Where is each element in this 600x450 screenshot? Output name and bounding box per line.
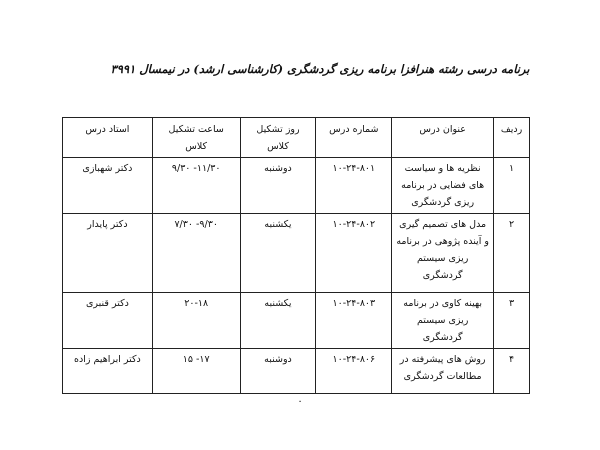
header-row-number: ردیف	[494, 118, 530, 158]
class-day: دوشنبه	[240, 349, 316, 394]
course-schedule-table	[62, 117, 530, 394]
class-time: ۱۱/۳۰- ۹/۳۰	[152, 158, 240, 214]
page-number: ۰	[297, 396, 303, 407]
class-day: یکشنبه	[240, 293, 316, 349]
instructor: دکتر ابراهیم زاده	[63, 349, 153, 394]
table-row	[63, 158, 530, 214]
table-row	[63, 214, 530, 293]
class-day: دوشنبه	[240, 158, 316, 214]
table-row	[63, 349, 530, 394]
course-title: بهینه کاوی در برنامه ریزی سیستم گردشگری	[392, 293, 494, 349]
header-course-title: عنوان درس	[392, 118, 494, 158]
header-class-day: روز تشکیل کلاس	[240, 118, 316, 158]
instructor: دکتر قنبری	[63, 293, 153, 349]
header-instructor: استاد درس	[63, 118, 153, 158]
course-number: ۱۰-۲۴-۸۰۳	[316, 293, 392, 349]
course-number: ۱۰-۲۴-۸۰۲	[316, 214, 392, 293]
row-number: ۳	[494, 293, 530, 349]
class-day: یکشنبه	[240, 214, 316, 293]
course-title: مدل های تصمیم گیری و آینده پژوهی در برنامه ریزی سیستم گردشگری	[392, 214, 494, 293]
table-header-row	[63, 118, 530, 158]
header-class-time: ساعت تشکیل کلاس	[152, 118, 240, 158]
table-row	[63, 293, 530, 349]
row-number: ۱	[494, 158, 530, 214]
course-number: ۱۰-۲۴-۸۰۱	[316, 158, 392, 214]
course-title: نظریه ها و سیاست های فضایی در برنامه ریزی گردشگری	[392, 158, 494, 214]
row-number: ۴	[494, 349, 530, 394]
course-title: روش های پیشرفته در مطالعات گردشگری	[392, 349, 494, 394]
class-time: ۹/۳۰- ۷/۳۰	[152, 214, 240, 293]
row-number: ۲	[494, 214, 530, 293]
header-course-number: شماره درس	[316, 118, 392, 158]
page-title: برنامه درسی رشته هنرافزا برنامه ریزی گردشگری (کارشناسی ارشد) در نیمسال ۳۹۹۱	[110, 62, 530, 76]
course-number: ۱۰-۲۴-۸۰۶	[316, 349, 392, 394]
instructor: دکتر شهبازی	[63, 158, 153, 214]
class-time: ۲۰-۱۸	[152, 293, 240, 349]
instructor: دکتر پایدار	[63, 214, 153, 293]
class-time: ۱۷- ۱۵	[152, 349, 240, 394]
